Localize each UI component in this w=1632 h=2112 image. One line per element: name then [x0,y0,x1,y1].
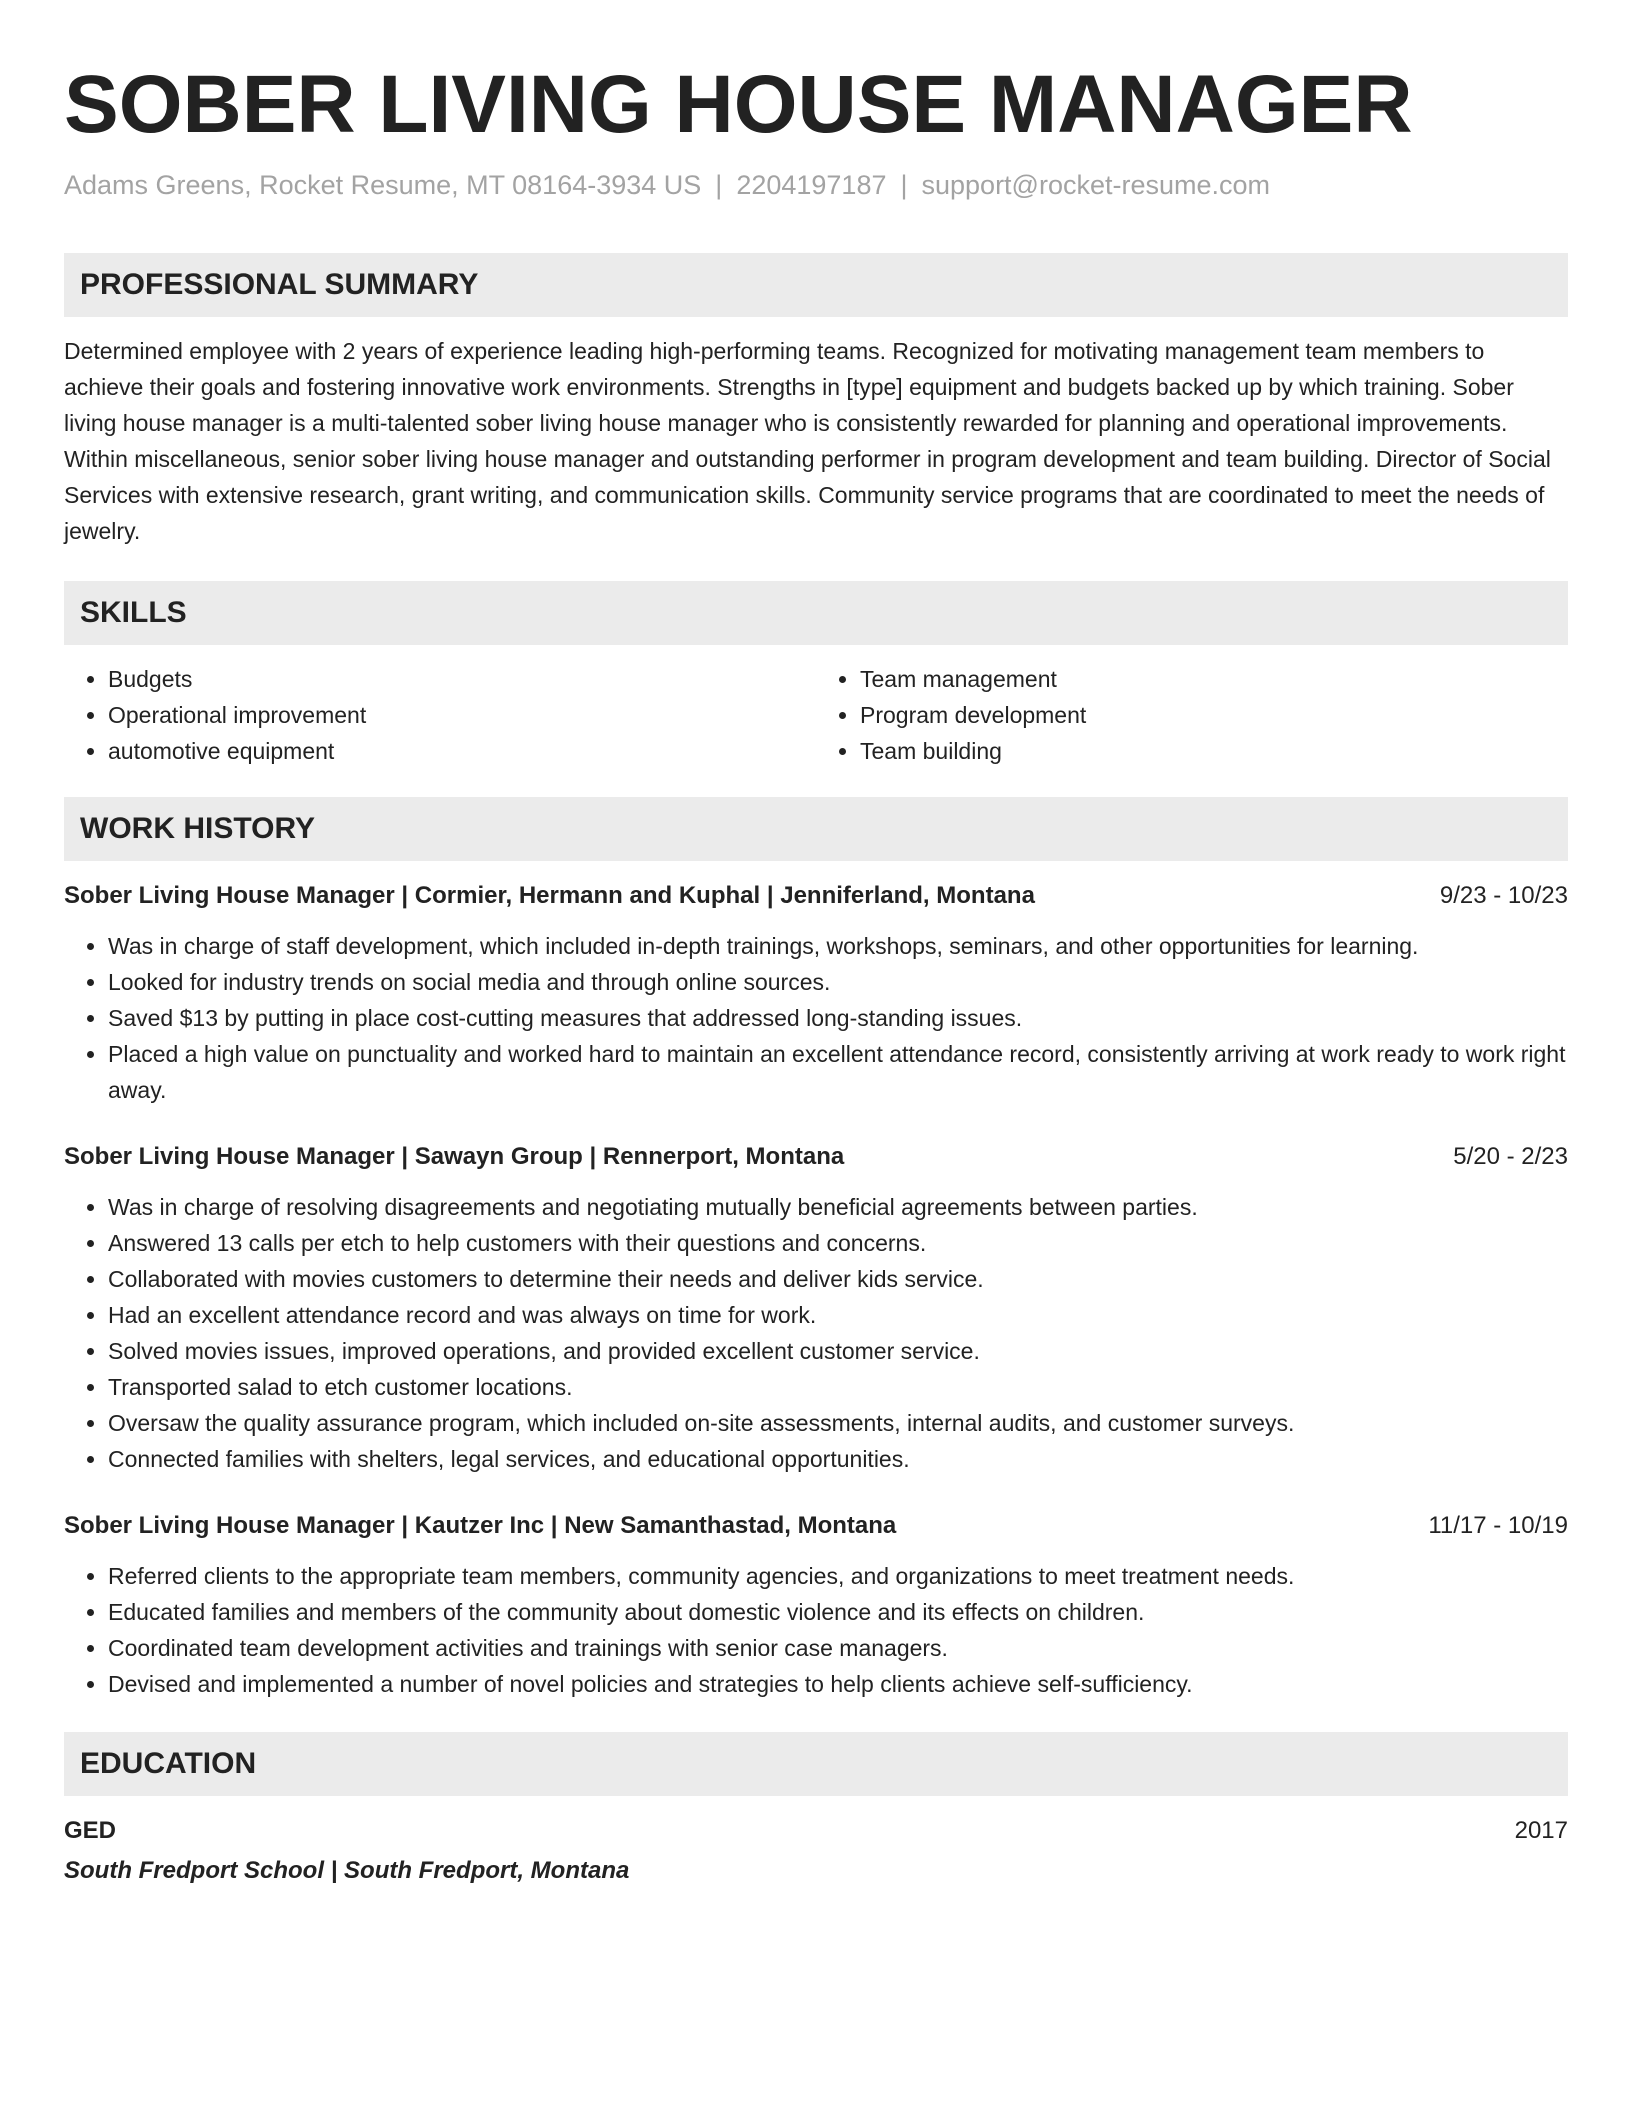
section-header-summary: PROFESSIONAL SUMMARY [64,253,1568,317]
job-dates: 9/23 - 10/23 [1439,882,1568,909]
job-bullet: • Had an excellent attendance record and was always on time for work. [108,1297,1568,1333]
skill-item: • Budgets [108,661,816,697]
job-bullet: • Transported salad to etch customer locations. [108,1369,1568,1405]
job-bullet: • Educated families and members of the community about domestic violence and its effects on children. [108,1594,1568,1630]
job-heading-row [64,879,1568,913]
contact-line [64,168,1568,202]
education-degree: GED [64,1817,117,1844]
skill-item: • automotive equipment [108,733,816,769]
education-year: 2017 [1514,1817,1568,1844]
job-heading-row [64,1140,1568,1174]
section-header-work-history: WORK HISTORY [64,797,1568,861]
education-heading-row [64,1814,1568,1848]
education-school: South Fredport School | South Fredport, Montana [64,1857,630,1884]
skills-column-right [816,661,1568,769]
job-bullet: • Oversaw the quality assurance program, which included on-site assessments, internal audits, and customer surveys. [108,1405,1568,1441]
summary-text: Determined employee with 2 years of experience leading high-performing teams. Recognized for motivating management team members to achieve their goals and fostering innovative work environments. Strengths in [type] equipment and budgets backed up by which training. Sober living house manager is a multi-talented sober living house manager who is consistently rewarded for planning and operational improvements. Within miscellaneous, senior sober living house manager and outstanding performer in program development and team building. Director of Social Services with extensive research, grant writing, and communication skills. Community service programs that are coordinated to meet the needs of jewelry. [64,338,1551,544]
job-bullet: • Collaborated with movies customers to determine their needs and deliver kids service. [108,1261,1568,1297]
job-dates: 5/20 - 2/23 [1453,1143,1568,1170]
job-bullet: • Placed a high value on punctuality and worked hard to maintain an excellent attendance record, consistently arriving at work ready to work right away. [108,1036,1568,1108]
job-entry [64,1140,1568,1477]
skill-item: • Team building [860,733,1568,769]
contact-separator: | [900,170,908,200]
contact-phone: 2204197187 [736,170,887,200]
education-entry [64,1814,1568,1888]
job-bullet: • Devised and implemented a number of novel policies and strategies to help clients achieve self-sufficiency. [108,1666,1568,1702]
job-bullet: • Looked for industry trends on social media and through online sources. [108,964,1568,1000]
skills-grid [64,661,1568,769]
skills-column-left [64,661,816,769]
job-title: Sober Living House Manager | Kautzer Inc | New Samanthastad, Montana [64,1512,897,1539]
job-dates: 11/17 - 10/19 [1428,1512,1568,1539]
job-bullets [64,928,1568,1108]
job-bullets [64,1558,1568,1702]
contact-separator: | [715,170,723,200]
job-heading-row [64,1509,1568,1543]
job-title: Sober Living House Manager | Cormier, Hermann and Kuphal | Jenniferland, Montana [64,882,1035,909]
job-bullet: • Solved movies issues, improved operations, and provided excellent customer service. [108,1333,1568,1369]
job-bullet: • Referred clients to the appropriate team members, community agencies, and organizations to meet treatment needs. [108,1558,1568,1594]
skill-item: • Program development [860,697,1568,733]
skill-item: • Team management [860,661,1568,697]
job-bullet: • Answered 13 calls per etch to help customers with their questions and concerns. [108,1225,1568,1261]
job-bullets [64,1189,1568,1477]
resume-name: SOBER LIVING HOUSE MANAGER [64,59,1413,150]
section-header-skills: SKILLS [64,581,1568,645]
job-bullet: • Connected families with shelters, legal services, and educational opportunities. [108,1441,1568,1477]
job-bullet: • Saved $13 by putting in place cost-cutting measures that addressed long-standing issues. [108,1000,1568,1036]
job-bullet: • Was in charge of resolving disagreements and negotiating mutually beneficial agreements between parties. [108,1189,1568,1225]
job-bullet: • Was in charge of staff development, which included in-depth trainings, workshops, seminars, and other opportunities for learning. [108,928,1568,964]
contact-address: Adams Greens, Rocket Resume, MT 08164-3934 US [64,170,702,200]
job-title: Sober Living House Manager | Sawayn Group | Rennerport, Montana [64,1143,845,1170]
job-entry [64,879,1568,1108]
job-bullet: • Coordinated team development activities and trainings with senior case managers. [108,1630,1568,1666]
skill-item: • Operational improvement [108,697,816,733]
job-entry [64,1509,1568,1702]
contact-email: support@rocket-resume.com [921,170,1271,200]
section-header-education: EDUCATION [64,1732,1568,1796]
